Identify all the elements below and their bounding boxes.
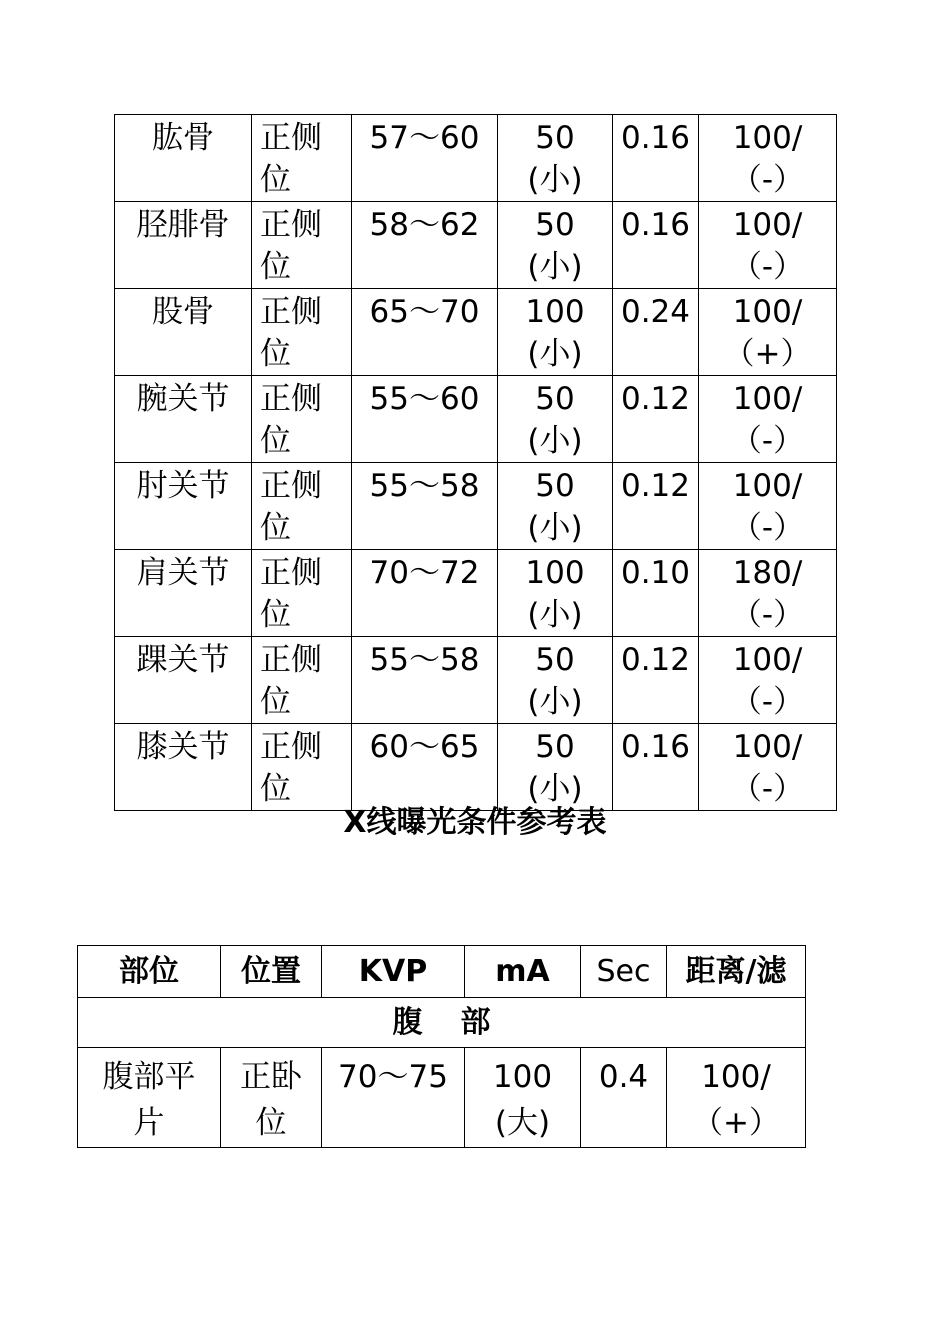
cell-line: 正侧 (260, 555, 322, 591)
cell-kvp: 70～75 (322, 1048, 465, 1148)
cell-kvp: 60～65 (352, 724, 498, 811)
cell-part: 踝关节 (115, 637, 252, 724)
cell-kvp: 55～58 (352, 637, 498, 724)
cell-line: 位 (260, 510, 291, 546)
cell-ma (498, 637, 613, 724)
cell-line: 正侧 (260, 207, 322, 243)
cell-ma (498, 550, 613, 637)
cell-sec: 0.12 (613, 376, 699, 463)
cell-ma (498, 463, 613, 550)
cell-line: (小) (527, 249, 583, 285)
cell-sec: 0.10 (613, 550, 699, 637)
table-row (115, 115, 837, 202)
cell-part (78, 1048, 221, 1148)
cell-line: （+） (723, 336, 812, 372)
cell-part: 肩关节 (115, 550, 252, 637)
cell-kvp: 55～60 (352, 376, 498, 463)
cell-kvp: 55～58 (352, 463, 498, 550)
cell-line: 正侧 (260, 642, 322, 678)
cell-line: （-） (730, 162, 805, 198)
cell-part: 腕关节 (115, 376, 252, 463)
cell-line: (小) (527, 597, 583, 633)
cell-line: 正侧 (260, 468, 322, 504)
cell-line: 位 (260, 336, 291, 372)
cell-line: (小) (527, 510, 583, 546)
cell-line: 50 (535, 207, 575, 243)
cell-kvp: 57～60 (352, 115, 498, 202)
cell-kvp: 58～62 (352, 202, 498, 289)
cell-distance (699, 115, 837, 202)
cell-distance (699, 724, 837, 811)
header-part: 部位 (78, 946, 221, 998)
cell-line: 100 (525, 294, 585, 330)
cell-line: 100/ (732, 729, 803, 765)
cell-line: (小) (527, 336, 583, 372)
cell-line: 腹部平 (102, 1059, 196, 1095)
header-position: 位置 (221, 946, 322, 998)
table-row (115, 289, 837, 376)
cell-line: 50 (535, 729, 575, 765)
cell-part: 胫腓骨 (115, 202, 252, 289)
header-sec: Sec (581, 946, 667, 998)
page-title: X线曝光条件参考表 (343, 805, 607, 840)
cell-ma (498, 376, 613, 463)
cell-line: 正侧 (260, 120, 322, 156)
exposure-table-abdomen (77, 945, 806, 1148)
cell-sec: 0.24 (613, 289, 699, 376)
cell-line: （-） (730, 249, 805, 285)
cell-position (221, 1048, 322, 1148)
table-row (115, 376, 837, 463)
cell-ma (498, 289, 613, 376)
cell-position (252, 202, 352, 289)
cell-distance (699, 289, 837, 376)
cell-line: (大) (494, 1105, 551, 1141)
cell-line: 100/ (732, 294, 803, 330)
table-row (115, 463, 837, 550)
cell-line: 位 (260, 249, 291, 285)
cell-line: 100 (492, 1059, 553, 1095)
cell-line: (小) (527, 423, 583, 459)
cell-line: 50 (535, 381, 575, 417)
cell-line: 位 (260, 162, 291, 198)
cell-position (252, 724, 352, 811)
cell-sec: 0.16 (613, 202, 699, 289)
cell-part: 股骨 (115, 289, 252, 376)
cell-line: 50 (535, 120, 575, 156)
cell-line: 100/ (732, 468, 803, 504)
cell-position (252, 637, 352, 724)
cell-line: (小) (527, 162, 583, 198)
cell-line: 正卧 (240, 1059, 302, 1095)
cell-line: 正侧 (260, 381, 322, 417)
table-row (78, 1048, 806, 1148)
cell-line: 180/ (732, 555, 803, 591)
cell-line: 位 (260, 597, 291, 633)
cell-distance (699, 202, 837, 289)
table-row (115, 637, 837, 724)
cell-line: 位 (255, 1105, 287, 1141)
cell-distance (699, 637, 837, 724)
cell-position (252, 376, 352, 463)
section-title-char-2: 部 (460, 1004, 491, 1040)
cell-sec: 0.16 (613, 724, 699, 811)
cell-line: 位 (260, 771, 291, 807)
cell-sec: 0.16 (613, 115, 699, 202)
cell-line: 50 (535, 642, 575, 678)
cell-line: （-） (730, 510, 805, 546)
cell-part: 肱骨 (115, 115, 252, 202)
cell-line: （-） (730, 423, 805, 459)
cell-line: 100/ (732, 381, 803, 417)
cell-line: （+） (692, 1105, 780, 1141)
cell-line: （-） (730, 684, 805, 720)
table-header-row (78, 946, 806, 998)
cell-distance (667, 1048, 806, 1148)
cell-distance (699, 463, 837, 550)
cell-kvp: 70～72 (352, 550, 498, 637)
cell-line: 正侧 (260, 729, 322, 765)
cell-line: （-） (730, 597, 805, 633)
cell-line: (小) (527, 684, 583, 720)
cell-ma (465, 1048, 581, 1148)
cell-sec: 0.12 (613, 637, 699, 724)
cell-line: 正侧 (260, 294, 322, 330)
table-row (115, 724, 837, 811)
cell-part: 肘关节 (115, 463, 252, 550)
cell-position (252, 115, 352, 202)
table-row (115, 202, 837, 289)
section-title (78, 998, 806, 1048)
cell-line: 100/ (701, 1059, 771, 1095)
cell-distance (699, 550, 837, 637)
cell-line: 位 (260, 423, 291, 459)
cell-line: 位 (260, 684, 291, 720)
cell-position (252, 289, 352, 376)
cell-line: （-） (730, 771, 805, 807)
cell-distance (699, 376, 837, 463)
cell-position (252, 550, 352, 637)
cell-line: 100 (525, 555, 585, 591)
cell-line: 片 (133, 1105, 165, 1141)
cell-sec: 0.12 (613, 463, 699, 550)
cell-kvp: 65～70 (352, 289, 498, 376)
table-row (115, 550, 837, 637)
cell-line: 100/ (732, 642, 803, 678)
cell-ma (498, 115, 613, 202)
exposure-table-body (115, 115, 837, 811)
cell-sec: 0.4 (581, 1048, 667, 1148)
cell-ma (498, 202, 613, 289)
header-kvp: KVP (322, 946, 465, 998)
header-ma: mA (465, 946, 581, 998)
cell-line: (小) (527, 771, 583, 807)
exposure-table-limbs (114, 114, 837, 811)
section-row (78, 998, 806, 1048)
cell-position (252, 463, 352, 550)
cell-line: 100/ (732, 120, 803, 156)
header-distance: 距离/滤 (667, 946, 806, 998)
cell-ma (498, 724, 613, 811)
cell-part: 膝关节 (115, 724, 252, 811)
cell-line: 100/ (732, 207, 803, 243)
section-title-char-1: 腹 (392, 1004, 423, 1040)
cell-line: 50 (535, 468, 575, 504)
